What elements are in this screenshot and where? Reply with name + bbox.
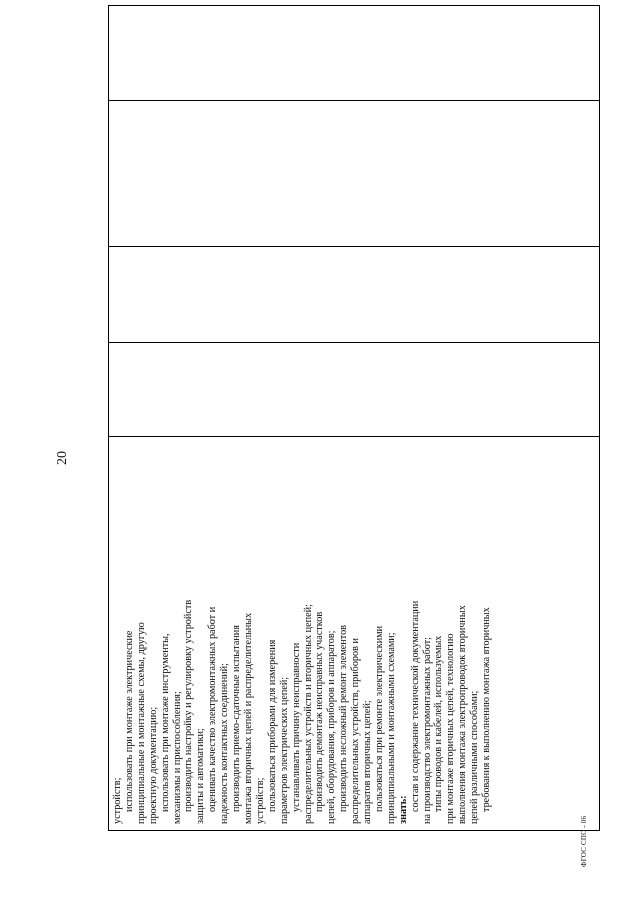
- text-line: надежность контактных соединений;: [219, 663, 231, 824]
- requirements-table: [108, 5, 600, 831]
- text-line: распределительных устройств, приборов и: [350, 638, 362, 824]
- footer-code: ФГОС СПО - 06: [580, 815, 588, 867]
- text-line: требования к выполнению монтажа вторичных: [481, 607, 493, 812]
- text-line: выполнения монтажа электропроводок вторичных: [457, 605, 469, 824]
- text-line: аппаратов вторичных цепей;: [362, 700, 374, 824]
- page-number: 20: [55, 451, 70, 465]
- text-line: распределительных устройств и вторичных цепей;: [302, 604, 314, 824]
- text-line: устройств;: [112, 777, 123, 824]
- text-lines: [109, 437, 493, 830]
- text-line: при монтаже вторичных цепей, технологию: [445, 633, 457, 824]
- text-line: пользоваться приборами для измерения: [266, 639, 278, 812]
- text-line: использовать при монтаже инструменты,: [159, 633, 171, 812]
- text-line: производить демонтаж неисправных участков: [314, 611, 326, 812]
- text-line: пользоваться при ремонте электрическими: [373, 625, 385, 812]
- table-cell-empty: [109, 101, 600, 247]
- text-line: оценивать качество электромонтажных работ и: [207, 606, 219, 812]
- table-cell-empty: [109, 247, 600, 343]
- text-line: проектную документацию;: [147, 706, 159, 824]
- text-line: принципиальными и монтажными схемами;: [385, 632, 397, 824]
- table-cell-text: [109, 437, 600, 831]
- text-line: использовать при монтаже электрические: [123, 630, 135, 812]
- text-line: устанавливать причину неисправности: [290, 642, 302, 812]
- text-line: состав и содержание технической документации: [409, 600, 421, 812]
- table-cell-empty: [109, 343, 600, 437]
- text-line: цепей различными способами;: [469, 690, 481, 824]
- text-line: производить приемо-сдаточные испытания: [231, 625, 243, 812]
- text-line: защиты и автоматики;: [195, 728, 207, 824]
- text-line: механизмы и приспособления;: [171, 691, 183, 824]
- text-line: устройств;: [254, 777, 266, 824]
- table-row: [109, 6, 600, 831]
- text-line: типы проводов и кабелей, используемых: [433, 635, 445, 812]
- table-cell-empty: [109, 6, 600, 101]
- text-line: на производство электромонтажных работ;: [421, 636, 433, 824]
- text-line: монтажа вторичных цепей и распределительных: [242, 612, 254, 824]
- text-line: принципиальные и монтажные схемы, другую: [135, 622, 147, 824]
- text-line: производить несложный ремонт элементов: [338, 625, 350, 812]
- text-line: цепей, оборудования, приборов и аппаратов;: [326, 630, 338, 824]
- text-line: знать:: [397, 795, 409, 824]
- text-line: параметров электрических цепей;: [278, 676, 290, 824]
- text-line: производить настройку и регулировку устройств: [183, 599, 195, 812]
